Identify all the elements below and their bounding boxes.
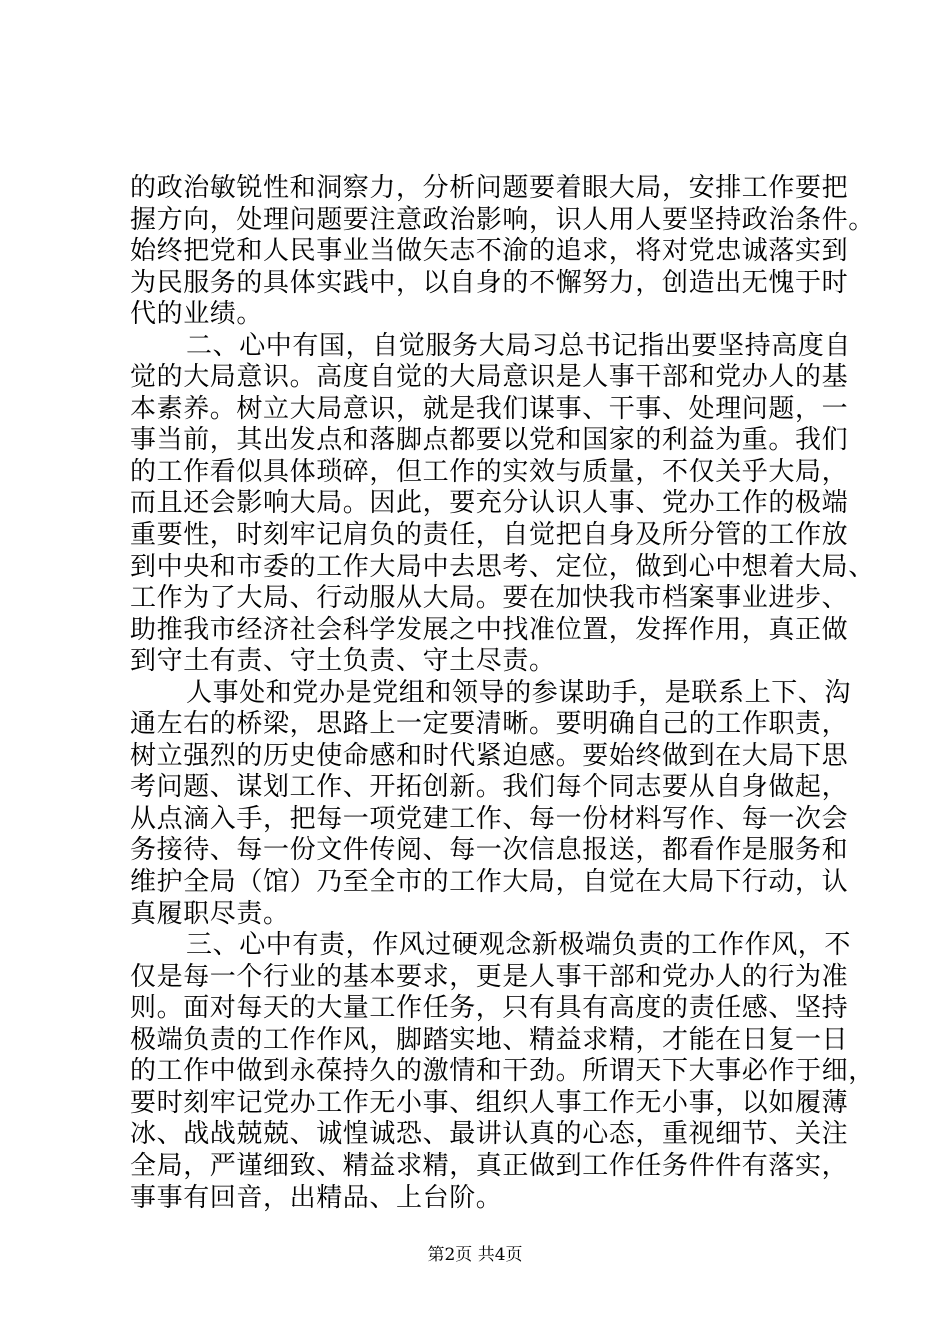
text-line: 事当前，其出发点和落脚点都要以党和国家的利益为重。我们 bbox=[130, 425, 849, 456]
text-line: 事事有回音，出精品、上台阶。 bbox=[130, 1182, 503, 1213]
page-number-footer: 第2页 共4页 bbox=[427, 1245, 523, 1265]
text-line: 始终把党和人民事业当做矢志不渝的追求，将对党忠诚落实到 bbox=[130, 236, 849, 267]
text-line: 三、心中有责，作风过硬观念新极端负责的工作作风，不 bbox=[186, 930, 852, 961]
text-line: 到中央和市委的工作大局中去思考、定位，做到心中想着大局、 bbox=[130, 551, 875, 582]
text-line: 通左右的桥梁，思路上一定要清晰。要明确自己的工作职责， bbox=[130, 709, 849, 740]
text-line: 全局，严谨细致、精益求精，真正做到工作任务件件有落实， bbox=[130, 1150, 849, 1181]
text-line: 考问题、谋划工作、开拓创新。我们每个同志要从自身做起， bbox=[130, 772, 849, 803]
text-line: 重要性，时刻牢记肩负的责任，自觉把自身及所分管的工作放 bbox=[130, 520, 849, 551]
text-line: 到守土有责、守土负责、守土尽责。 bbox=[130, 646, 556, 677]
text-line: 为民服务的具体实践中，以自身的不懈努力，创造出无愧于时 bbox=[130, 267, 849, 298]
text-line: 本素养。树立大局意识，就是我们谋事、干事、处理问题，一 bbox=[130, 393, 849, 424]
text-line: 二、心中有国，自觉服务大局习总书记指出要坚持高度自 bbox=[186, 330, 852, 361]
text-line: 务接待、每一份文件传阅、每一次信息报送，都看作是服务和 bbox=[130, 835, 849, 866]
text-line: 工作为了大局、行动服从大局。要在加快我市档案事业进步、 bbox=[130, 583, 849, 614]
text-line: 冰、战战兢兢、诚惶诚恐、最讲认真的心态，重视细节、关注 bbox=[130, 1119, 849, 1150]
text-line: 要时刻牢记党办工作无小事、组织人事工作无小事，以如履薄 bbox=[130, 1087, 849, 1118]
text-line: 觉的大局意识。高度自觉的大局意识是人事干部和党办人的基 bbox=[130, 362, 849, 393]
text-line: 维护全局（馆）乃至全市的工作大局，自觉在大局下行动，认 bbox=[130, 867, 849, 898]
text-line: 人事处和党办是党组和领导的参谋助手，是联系上下、沟 bbox=[186, 677, 852, 708]
text-line: 的政治敏锐性和洞察力，分析问题要着眼大局，安排工作要把 bbox=[130, 173, 849, 203]
text-line: 助推我市经济社会科学发展之中找准位置，发挥作用，真正做 bbox=[130, 614, 849, 645]
text-line: 从点滴入手，把每一项党建工作、每一份材料写作、每一次会 bbox=[130, 803, 849, 834]
document-body bbox=[130, 173, 875, 1214]
text-line: 真履职尽责。 bbox=[130, 898, 290, 929]
text-line: 的工作中做到永葆持久的激情和干劲。所谓天下大事必作于细， bbox=[130, 1056, 875, 1087]
text-line: 则。面对每天的大量工作任务，只有具有高度的责任感、坚持 bbox=[130, 993, 849, 1024]
text-line: 树立强烈的历史使命感和时代紧迫感。要始终做到在大局下思 bbox=[130, 740, 849, 771]
text-line: 的工作看似具体琐碎，但工作的实效与质量，不仅关乎大局， bbox=[130, 456, 849, 487]
text-line: 而且还会影响大局。因此，要充分认识人事、党办工作的极端 bbox=[130, 488, 849, 519]
text-line: 极端负责的工作作风，脚踏实地、精益求精，才能在日复一日 bbox=[130, 1024, 849, 1055]
text-line: 仅是每一个行业的基本要求，更是人事干部和党办人的行为准 bbox=[130, 961, 849, 992]
text-line: 握方向，处理问题要注意政治影响，识人用人要坚持政治条件。 bbox=[130, 204, 875, 235]
text-line: 代的业绩。 bbox=[130, 299, 264, 330]
